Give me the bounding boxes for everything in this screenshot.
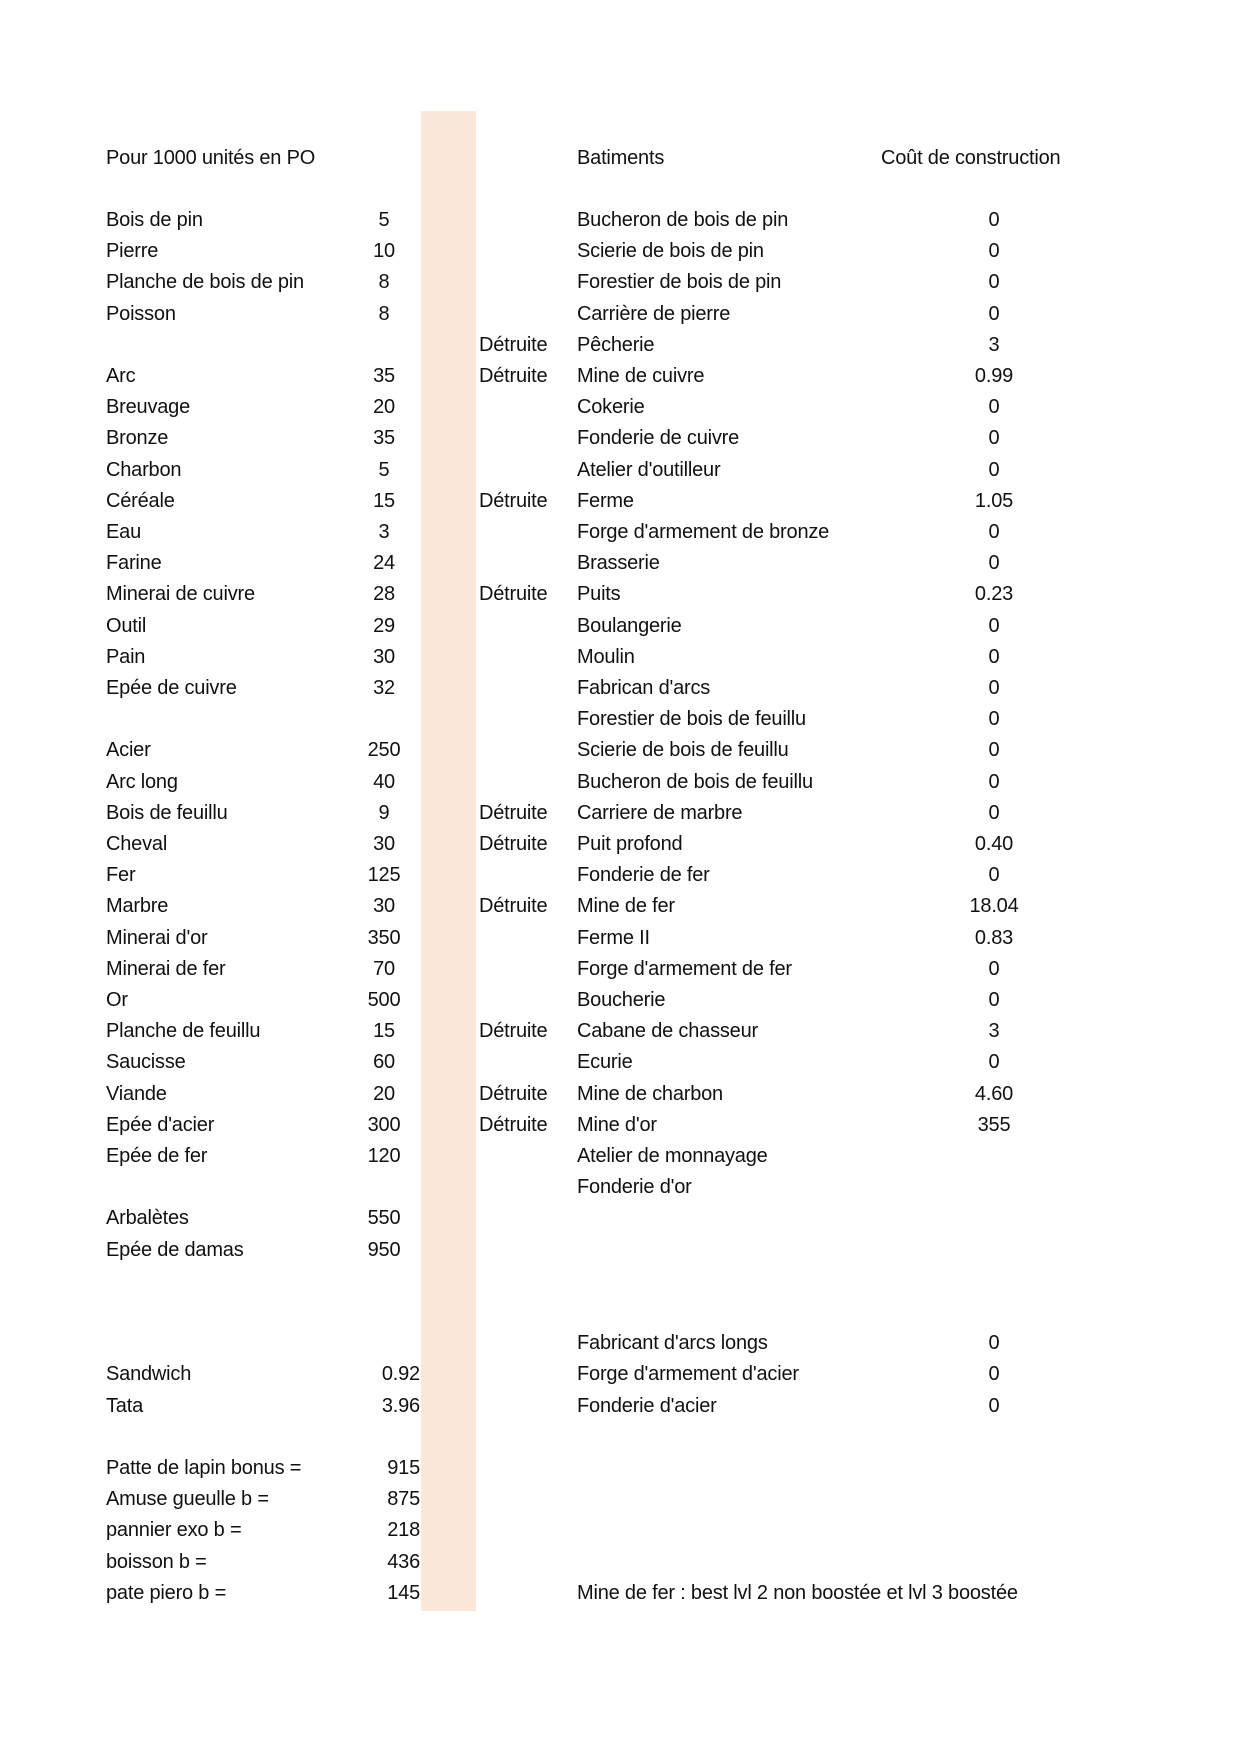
resource-label: Arbalètes: [106, 1207, 189, 1230]
building-name: Boucherie: [577, 989, 666, 1011]
resource-label: Tata: [106, 1394, 144, 1417]
building-name: Ecurie: [577, 1051, 633, 1074]
building-name: Atelier d'outilleur: [577, 458, 721, 481]
resource-label: Acier: [106, 739, 151, 762]
resource-label: Cheval: [106, 833, 168, 855]
resource-price: 60: [373, 1051, 395, 1074]
building-cost: 0.83: [974, 926, 1014, 949]
building-cost: 0: [988, 271, 1000, 294]
resource-price: 3: [378, 521, 390, 543]
building-cost: 0: [988, 240, 1000, 263]
building-cost: 4.60: [974, 1082, 1014, 1105]
resource-label: Sandwich: [106, 1363, 192, 1386]
building-cost: 0: [988, 302, 1000, 325]
resource-price: 300: [367, 1113, 401, 1136]
building-name: Forge d'armement de bronze: [577, 521, 830, 543]
resource-price: 250: [367, 739, 401, 762]
building-name: Fonderie d'or: [577, 1176, 692, 1199]
building-cost: 0: [988, 521, 1000, 543]
building-cost: 3: [988, 1020, 1000, 1043]
resource-price: 30: [373, 833, 395, 855]
resource-price: 145: [387, 1581, 420, 1604]
building-cost: 0.40: [974, 833, 1014, 855]
building-cost: 1.05: [974, 489, 1014, 512]
building-name: Moulin: [577, 645, 635, 668]
resource-price: 10: [373, 240, 395, 263]
building-cost: 0: [988, 989, 1000, 1011]
resource-label: Amuse gueulle b =: [106, 1488, 269, 1511]
resource-price: 500: [367, 989, 401, 1011]
building-cost: 0: [988, 1363, 1000, 1386]
status-destroyed: Détruite: [479, 1020, 548, 1043]
cost-header: Coût de construction: [881, 146, 1061, 169]
resource-label: Eau: [106, 521, 141, 543]
resource-label: Epée de damas: [106, 1238, 244, 1261]
status-destroyed: Détruite: [479, 365, 548, 387]
building-name: Bucheron de bois de feuillu: [577, 770, 813, 793]
resource-price: 950: [367, 1238, 401, 1261]
building-name: Carrière de pierre: [577, 302, 731, 325]
building-name: Atelier de monnayage: [577, 1145, 768, 1167]
building-name: Scierie de bois de pin: [577, 240, 764, 263]
resource-price: 40: [373, 770, 395, 793]
building-cost: 18.04: [969, 895, 1019, 918]
left-header: Pour 1000 unités en PO: [106, 146, 316, 169]
resource-label: Or: [106, 989, 128, 1011]
building-name: Puit profond: [577, 833, 683, 855]
resource-label: Arc: [106, 365, 136, 387]
status-destroyed: Détruite: [479, 583, 548, 606]
highlighted-column: [421, 111, 476, 1611]
building-cost: 0: [988, 957, 1000, 980]
building-name: Fabrican d'arcs: [577, 677, 711, 699]
resource-price: 550: [367, 1207, 401, 1230]
resource-label: Céréale: [106, 489, 175, 512]
resource-label: Pierre: [106, 240, 159, 263]
building-name: Cabane de chasseur: [577, 1020, 758, 1043]
building-name: Scierie de bois de feuillu: [577, 739, 789, 762]
building-cost: 0: [988, 396, 1000, 419]
building-name: Mine de cuivre: [577, 365, 705, 387]
resource-label: Epée de fer: [106, 1145, 208, 1167]
building-name: Bucheron de bois de pin: [577, 209, 789, 231]
status-destroyed: Détruite: [479, 801, 548, 824]
resource-label: Farine: [106, 552, 162, 575]
building-cost: 0: [988, 1332, 1000, 1355]
resource-label: boisson b =: [106, 1550, 207, 1573]
resource-price: 5: [378, 209, 390, 231]
resource-price: 15: [373, 489, 395, 512]
building-name: Fonderie de fer: [577, 864, 710, 887]
status-destroyed: Détruite: [479, 489, 548, 512]
building-cost: 0: [988, 708, 1000, 731]
resource-price: 20: [373, 1082, 395, 1105]
building-name: Fonderie de cuivre: [577, 427, 740, 450]
building-name: Forge d'armement d'acier: [577, 1363, 799, 1386]
status-destroyed: Détruite: [479, 1082, 548, 1105]
resource-label: Epée de cuivre: [106, 677, 237, 699]
resource-label: Minerai de fer: [106, 957, 226, 980]
resource-label: Minerai de cuivre: [106, 583, 255, 606]
resource-label: Epée d'acier: [106, 1113, 215, 1136]
resource-label: Bois de feuillu: [106, 801, 228, 824]
building-cost: 3: [988, 333, 1000, 356]
resource-price: 32: [373, 677, 395, 699]
status-destroyed: Détruite: [479, 895, 548, 918]
building-cost: 0: [988, 645, 1000, 668]
resource-label: Breuvage: [106, 396, 191, 419]
resource-label: Marbre: [106, 895, 169, 918]
resource-price: 5: [378, 458, 390, 481]
resource-price: 120: [367, 1145, 401, 1167]
building-name: Mine d'or: [577, 1113, 657, 1136]
resource-label: Poisson: [106, 302, 176, 325]
building-cost: 0: [988, 1394, 1000, 1417]
building-cost: 0.23: [974, 583, 1014, 606]
building-name: Pêcherie: [577, 333, 655, 356]
resource-price: 35: [373, 427, 395, 450]
resource-price: 30: [373, 895, 395, 918]
resource-price: 875: [387, 1488, 420, 1511]
building-cost: 0: [988, 427, 1000, 450]
buildings-header: Batiments: [577, 146, 665, 169]
building-name: Ferme: [577, 489, 634, 512]
building-cost: 0: [988, 677, 1000, 699]
building-cost: 0.99: [974, 365, 1014, 387]
resource-label: Saucisse: [106, 1051, 186, 1074]
building-cost: 355: [977, 1113, 1011, 1136]
resource-price: 70: [373, 957, 395, 980]
status-destroyed: Détruite: [479, 1113, 548, 1136]
resource-price: 8: [378, 271, 390, 294]
resource-label: Planche de bois de pin: [106, 271, 304, 294]
building-name: Fonderie d'acier: [577, 1394, 717, 1417]
resource-label: Planche de feuillu: [106, 1020, 261, 1043]
resource-label: Pain: [106, 645, 146, 668]
building-name: Carriere de marbre: [577, 801, 743, 824]
building-name: Cokerie: [577, 396, 645, 419]
resource-label: Bois de pin: [106, 209, 203, 231]
resource-price: 15: [373, 1020, 395, 1043]
resource-label: Arc long: [106, 770, 178, 793]
building-cost: 0: [988, 614, 1000, 637]
status-destroyed: Détruite: [479, 833, 548, 855]
building-cost: 0: [988, 209, 1000, 231]
resource-price: 28: [373, 583, 395, 606]
building-name: Forestier de bois de feuillu: [577, 708, 806, 731]
resource-price: 35: [373, 365, 395, 387]
resource-price: 8: [378, 302, 390, 325]
resource-label: Patte de lapin bonus =: [106, 1457, 302, 1479]
resource-price: 125: [367, 864, 401, 887]
building-name: Ferme II: [577, 926, 650, 949]
building-cost: 0: [988, 770, 1000, 793]
building-name: Forge d'armement de fer: [577, 957, 792, 980]
resource-label: pate piero b =: [106, 1581, 227, 1604]
building-cost: 0: [988, 552, 1000, 575]
resource-label: Fer: [106, 864, 136, 887]
building-cost: 0: [988, 801, 1000, 824]
building-name: Boulangerie: [577, 614, 682, 637]
resource-price: 9: [378, 801, 390, 824]
building-cost: 0: [988, 864, 1000, 887]
resource-label: pannier exo b =: [106, 1519, 242, 1542]
resource-price: 24: [373, 552, 395, 575]
resource-price: 0.92: [381, 1363, 420, 1386]
resource-price: 350: [367, 926, 401, 949]
building-cost: 0: [988, 739, 1000, 762]
building-cost: 0: [988, 1051, 1000, 1074]
resource-label: Outil: [106, 614, 147, 637]
building-name: Forestier de bois de pin: [577, 271, 782, 294]
resource-label: Charbon: [106, 458, 182, 481]
resource-label: Bronze: [106, 427, 169, 450]
resource-price: 436: [387, 1550, 420, 1573]
building-cost: 0: [988, 458, 1000, 481]
resource-price: 30: [373, 645, 395, 668]
building-name: Fabricant d'arcs longs: [577, 1332, 768, 1355]
resource-price: 915: [387, 1457, 420, 1479]
status-destroyed: Détruite: [479, 333, 548, 356]
resource-label: Viande: [106, 1082, 167, 1105]
building-name: Puits: [577, 583, 621, 606]
mine-de-fer-note: Mine de fer : best lvl 2 non boostée et lvl 3 boostée: [577, 1581, 1018, 1604]
resource-price: 218: [387, 1519, 420, 1542]
resource-price: 29: [373, 614, 395, 637]
resource-label: Minerai d'or: [106, 926, 208, 949]
resource-price: 20: [373, 396, 395, 419]
building-name: Brasserie: [577, 552, 660, 575]
building-name: Mine de fer: [577, 895, 675, 918]
building-name: Mine de charbon: [577, 1082, 723, 1105]
resource-price: 3.96: [381, 1394, 420, 1417]
